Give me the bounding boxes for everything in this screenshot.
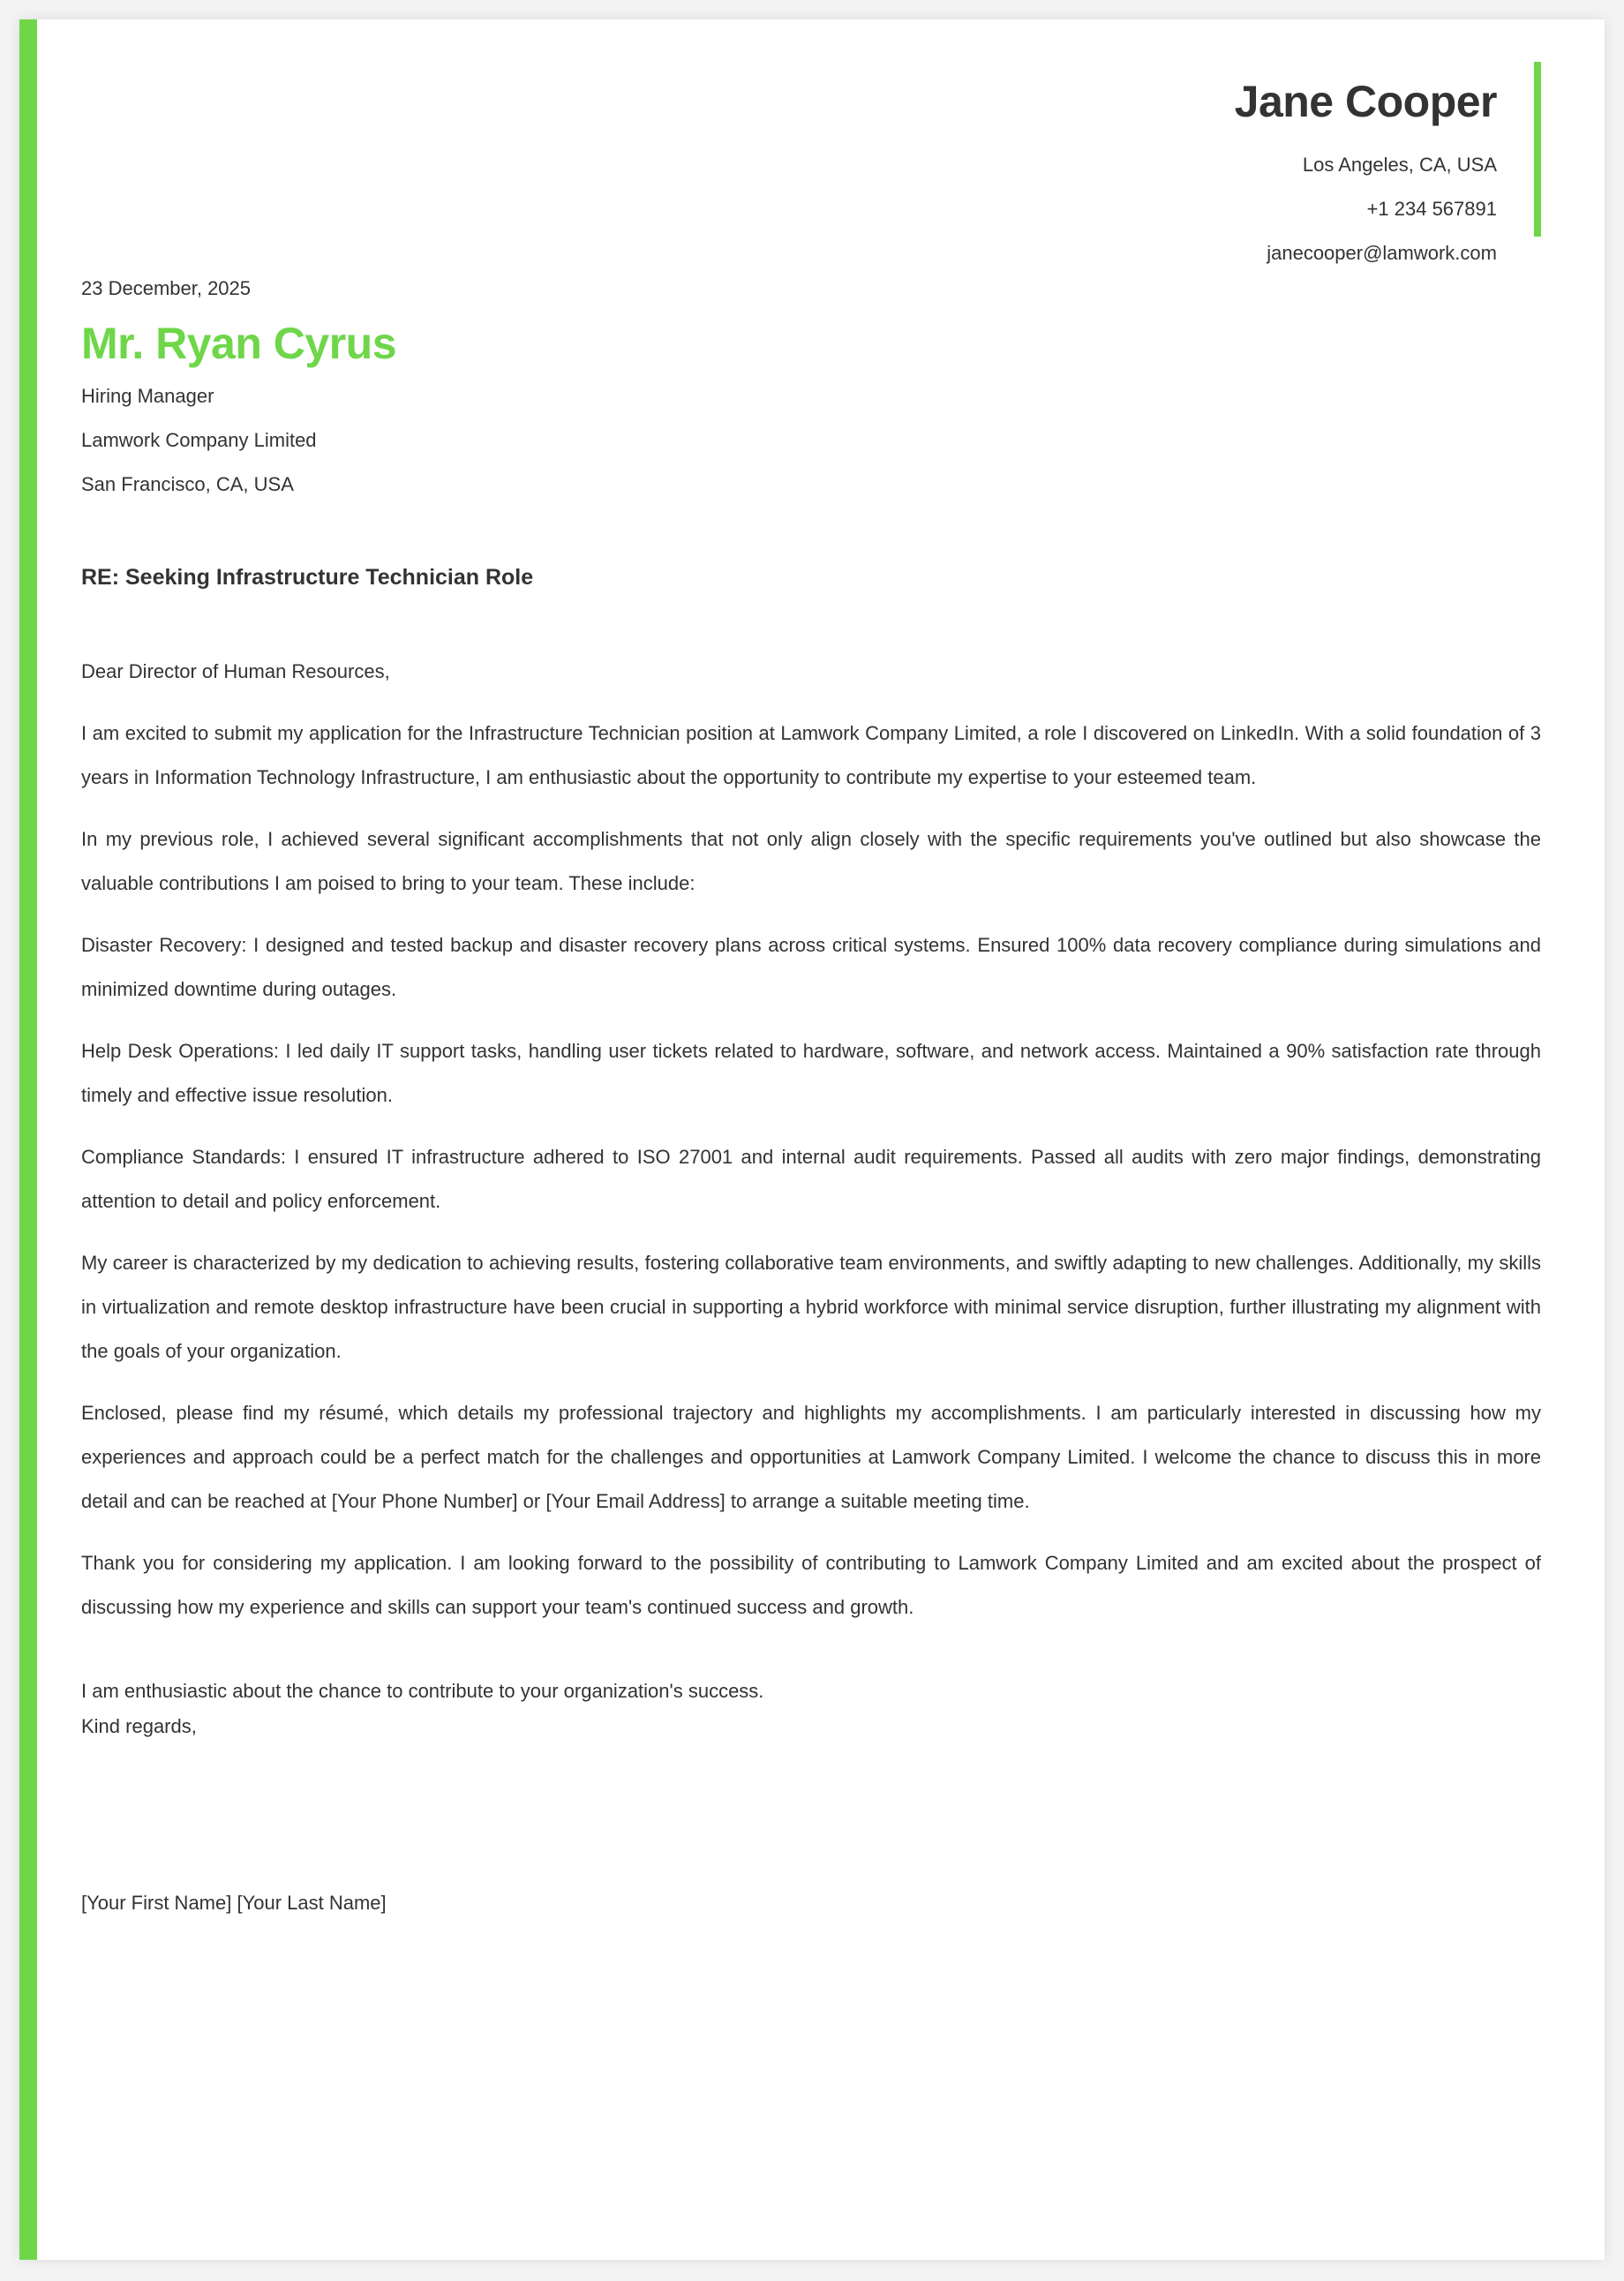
letter-subject: RE: Seeking Infrastructure Technician Role xyxy=(81,565,534,590)
sender-header xyxy=(1234,62,1541,264)
sender-phone: +1 234 567891 xyxy=(1366,198,1497,220)
sender-name: Jane Cooper xyxy=(1234,77,1497,126)
body-paragraph: Thank you for considering my application. I am looking forward to the possibility of contributing to Lamwork Company Limited and am excited about the prospect of discussing how my experience and skills can support your team's continued success and growth. xyxy=(81,1552,1541,1618)
cover-letter-page xyxy=(19,19,1605,2260)
body-paragraph: Help Desk Operations: I led daily IT support tasks, handling user tickets related to hardware, software, and network access. Maintained a 90% satisfaction rate through timely and effective issue resolution. xyxy=(81,1040,1541,1106)
closing-line: I am enthusiastic about the chance to contribute to your organization's success. xyxy=(81,1680,764,1702)
recipient-company: Lamwork Company Limited xyxy=(81,429,317,451)
recipient-name: Mr. Ryan Cyrus xyxy=(81,319,397,368)
body-paragraph: Enclosed, please find my résumé, which details my professional trajectory and highlights my accomplishments. I am particularly interested in discussing how my experiences and approach could be a perfect match for the challenges and opportunities at Lamwork Company Limited. I welcome the chance to discuss this in more detail and can be reached at [Your Phone Number] or [Your Email Address] to arrange a suitable meeting time. xyxy=(81,1402,1541,1512)
recipient-title: Hiring Manager xyxy=(81,385,214,407)
body-paragraph: Disaster Recovery: I designed and tested backup and disaster recovery plans across critical systems. Ensured 100% data recovery compliance during simulations and minimized downtime during outages. xyxy=(81,934,1541,1000)
body-paragraph: In my previous role, I achieved several significant accomplishments that not only align closely with the specific requirements you've outlined but also showcase the valuable contributions I am poised to bring to your team. These include: xyxy=(81,828,1541,894)
recipient-location: San Francisco, CA, USA xyxy=(81,473,294,495)
letter-date: 23 December, 2025 xyxy=(81,277,252,299)
closing-block xyxy=(81,1674,1541,1744)
sender-location: Los Angeles, CA, USA xyxy=(1302,154,1497,176)
body-paragraph: Compliance Standards: I ensured IT infrastructure adhered to ISO 27001 and internal audit requirements. Passed all audits with zero major findings, demonstrating attention to detail and policy enforcement. xyxy=(81,1146,1541,1212)
accent-side-bar xyxy=(19,19,37,2260)
salutation: Dear Director of Human Resources, xyxy=(81,660,390,682)
letter-content xyxy=(81,267,1541,1921)
signature-name: [Your First Name] [Your Last Name] xyxy=(81,1892,387,1914)
sender-email: janecooper@lamwork.com xyxy=(1267,242,1497,264)
signoff: Kind regards, xyxy=(81,1715,197,1737)
body-paragraph: I am excited to submit my application for the Infrastructure Technician position at Lamwork Company Limited, a role I discovered on LinkedIn. With a solid foundation of 3 years in Information Technology Infrastructure, I am enthusiastic about the opportunity to contribute my expertise to your esteemed team. xyxy=(81,722,1541,788)
body-paragraph: My career is characterized by my dedication to achieving results, fostering collaborative team environments, and swiftly adapting to new challenges. Additionally, my skills in virtualization and remote desktop infrastructure have been crucial in supporting a hybrid workforce with minimal service disruption, further illustrating my alignment with the goals of your organization. xyxy=(81,1252,1541,1362)
